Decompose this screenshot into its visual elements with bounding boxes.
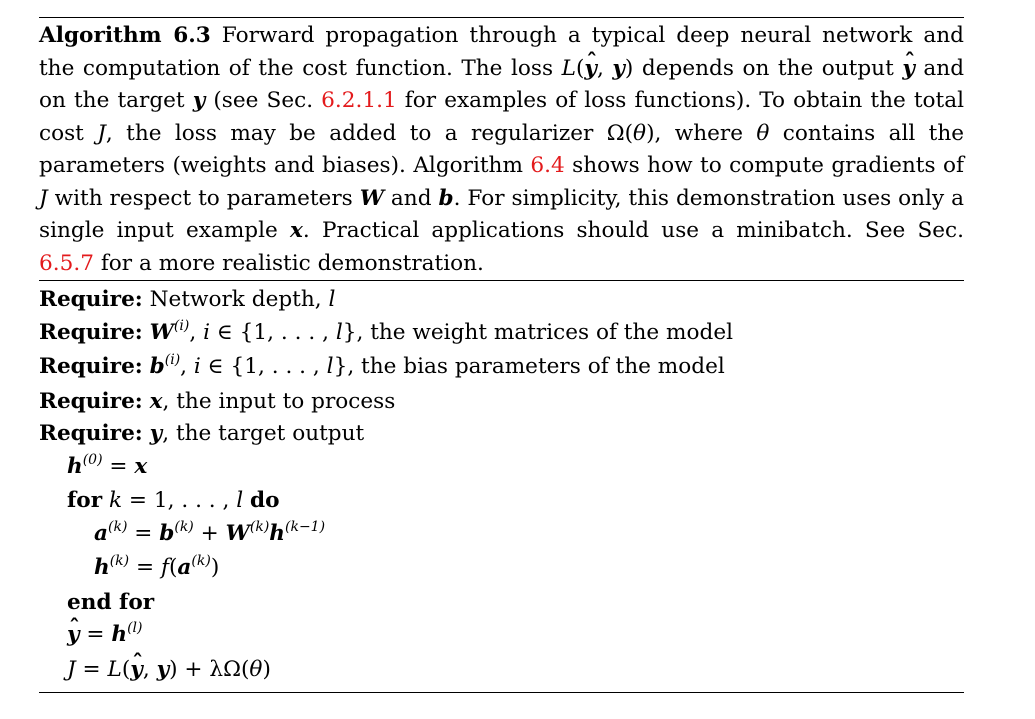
algorithm-label: Algorithm 6.3 <box>39 23 211 48</box>
bottom-rule <box>39 692 964 693</box>
step-preactivation: $a^{(k)} = b^{(k)} + W^{(k)}h^{(k-1)}$ <box>94 518 326 546</box>
algorithm-caption: Algorithm 6.3 Forward propagation through a typical deep neural network and the computation of the cost function. The loss L(ˆ y, y) depends on the output ˆ y and on the target y (see Sec. 6.2.1.1 for examples of loss functions). To obtain the total cost J, the loss may be added to a regularizer Ω(θ), where θ contains all the parameters (weights and biases). Algorithm 6.4 shows how to compute gradients of J with respect to parameters W and b. For simplicity, this demonstration uses only a single input example x. Practical applications should use a minibatch. See Sec. 6.5.7 for a more realistic demonstration. <box>39 18 964 280</box>
algorithm-link-6-4[interactable]: 6.4 <box>530 153 565 178</box>
step-end-for: end for <box>67 589 155 615</box>
require-biases: Require: $b^{(i)}$, i ∈ {1, . . . , l}, the bias parameters of the model <box>39 352 725 379</box>
step-for: for k = 1, . . . , l do <box>67 488 280 513</box>
section-link-6-5-7[interactable]: 6.5.7 <box>39 250 94 276</box>
step-cost: J = L(ˆ y, y) + λΩ(θ) <box>39 654 964 687</box>
step-output: ˆ $y = h^{(l)}$ <box>39 619 964 654</box>
section-link-6-2-1-1[interactable]: 6.2.1.1 <box>321 88 397 113</box>
step-activation: $h^{(k)} = f(a^{(k)})$ <box>94 553 220 580</box>
require-input: Require: x, the input to process <box>39 388 396 414</box>
step-h0: $h^{(0)} = x$ <box>67 451 148 479</box>
require-target: Require: y, the target output <box>39 421 365 446</box>
require-weights: Require: $W^{(i)}$, i ∈ {1, . . . , l}, the weight matrices of the model <box>39 317 734 345</box>
algorithm-box <box>39 17 964 693</box>
require-depth: Require: Network depth, l <box>39 287 336 312</box>
algorithm-body <box>39 281 964 692</box>
